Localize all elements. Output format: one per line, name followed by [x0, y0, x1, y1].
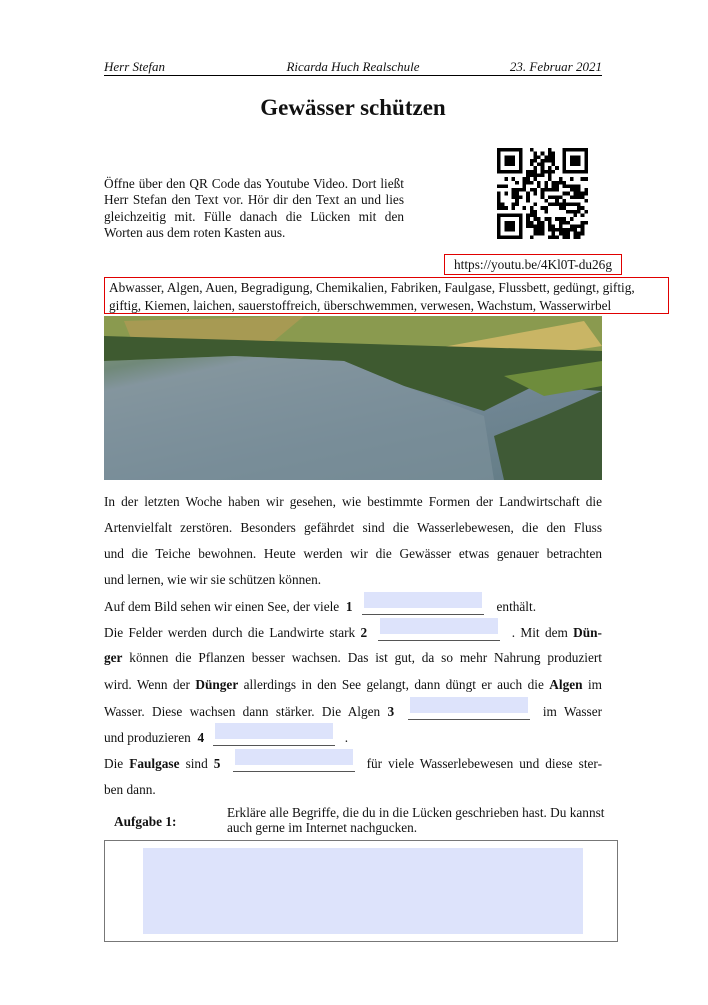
text: sind [185, 756, 208, 771]
word-box-line: Abwasser, Algen, Auen, Begradigung, Chemikalien, Fabriken, Faulgase, Flussbett, gedüngt, giftig, [109, 280, 635, 295]
gap-number: 5 [213, 756, 221, 771]
sentence-5 [104, 755, 602, 772]
text: allerdings in den See gelangt, dann düngt er auch die [243, 677, 544, 692]
header-school: Ricarda Huch Realschule [286, 59, 420, 74]
gap-5-input[interactable] [233, 755, 355, 772]
text: und produzieren [104, 730, 191, 745]
text: im Wasser [542, 704, 603, 719]
body-line [104, 677, 602, 693]
gap-3-input[interactable] [408, 703, 530, 720]
intro-text: Öffne über den QR Code das Youtube Video. Dort ließt Herr Stefan den Text vor. Hör dir den Text an und lies gleichzeitig mit. Fülle danach die Lücken mit den Worten aus dem roten Kasten aus. [104, 176, 404, 240]
text: Wasser. Diese wachsen dann stärker. Die Algen [104, 704, 381, 719]
text: . [344, 730, 349, 745]
sentence-3 [104, 703, 602, 720]
video-link[interactable]: https://youtu.be/4Kl0T-du26g [444, 254, 622, 275]
text: Dünger [195, 677, 239, 692]
qr-code[interactable] [497, 148, 588, 239]
text: Die [104, 756, 124, 771]
body-line [104, 650, 602, 666]
lake-photo [104, 316, 602, 480]
body-line: Artenvielfalt zerstören. Besonders gefährdet sind die Wasserlebewesen, die den Fluss [104, 520, 602, 535]
body-line: und lernen, wie wir sie schützen können. [104, 572, 322, 587]
body-line: ben dann. [104, 782, 156, 797]
text: Faulgase [129, 756, 180, 771]
header-teacher: Herr Stefan [104, 59, 166, 74]
text: enthält. [496, 599, 537, 614]
text: können die Pflanzen besser wachsen. Das ist gut, da so mehr Nahrung produziert [129, 650, 602, 665]
text: wird. Wenn der [104, 677, 190, 692]
word-box [104, 277, 669, 314]
gap-number: 2 [360, 625, 368, 640]
gap-4-input[interactable] [213, 729, 335, 746]
text: Dün- [573, 625, 602, 640]
sentence-4 [104, 729, 602, 746]
text: Auf dem Bild sehen wir einen See, der viele [104, 599, 340, 614]
header-date: 23. Februar 2021 [509, 59, 602, 74]
gap-number: 1 [345, 599, 353, 614]
sentence-2 [104, 624, 602, 641]
task-text: Erkläre alle Begriffe, die du in die Lücken geschrieben hast. Du kannst auch gerne im Internet nachgucken. [227, 805, 605, 835]
gap-number: 3 [387, 704, 395, 719]
text: Die Felder werden durch die Landwirte stark [104, 625, 356, 640]
body-line: In der letzten Woche haben wir gesehen, wie bestimmte Formen der Landwirtschaft die [104, 494, 602, 509]
text: . Mit dem [511, 625, 568, 640]
header-rule [104, 75, 602, 76]
word-box-line: giftig, Kiemen, laichen, sauerstoffreich, überschwemmen, verwesen, Wachstum, Wasserwirbel [109, 297, 612, 313]
text: im [587, 677, 602, 692]
gap-1-input[interactable] [362, 598, 484, 615]
gap-number: 4 [197, 730, 205, 745]
task-label: Aufgabe 1: [114, 814, 177, 829]
text: Algen [549, 677, 583, 692]
answer-input[interactable] [143, 848, 583, 934]
text: für viele Wasserlebewesen und diese ster- [366, 756, 603, 771]
page-title: Gewässer schützen [260, 95, 446, 120]
body-line: und die Teiche bewohnen. Heute werden wir die Gewässer etwas genauer betrachten [104, 546, 602, 561]
text: ger [104, 650, 123, 665]
gap-2-input[interactable] [378, 624, 500, 641]
sentence-1 [104, 598, 602, 615]
